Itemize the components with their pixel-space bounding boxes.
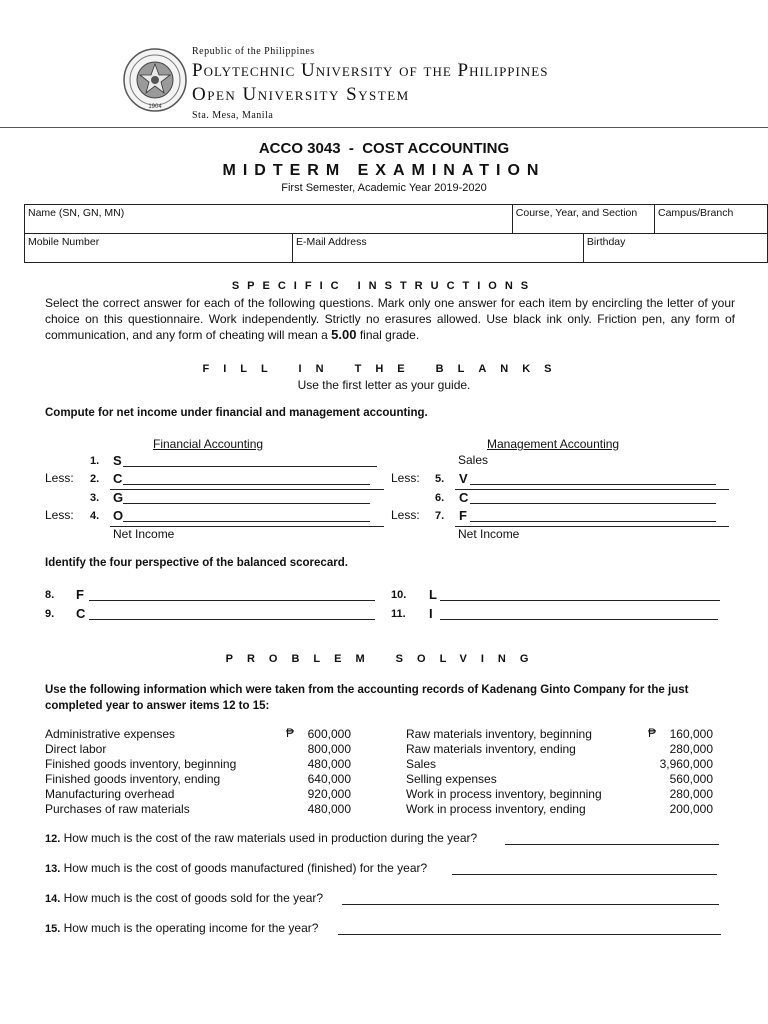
name-field[interactable] (25, 205, 513, 234)
item-number: 7. (435, 510, 445, 522)
item-letter: F (76, 587, 84, 602)
item-letter: L (429, 587, 437, 602)
data-label: Finished goods inventory, beginning (45, 757, 237, 771)
data-amount: 280,000 (669, 787, 713, 801)
question-15 (45, 921, 318, 935)
less-label: Less: (45, 508, 74, 522)
question-13 (45, 861, 427, 875)
answer-blank-4[interactable] (123, 521, 370, 522)
item-letter: S (113, 453, 122, 468)
answer-blank-13[interactable] (452, 874, 717, 875)
data-amount: 160,000 (669, 727, 713, 741)
answer-blank-11[interactable] (440, 619, 718, 620)
data-amount: 480,000 (307, 802, 351, 816)
data-label: Manufacturing overhead (45, 787, 175, 801)
item-number: 5. (435, 473, 445, 485)
item-letter: C (459, 490, 469, 505)
item-number: 9. (45, 608, 55, 620)
item-number: 1. (90, 455, 100, 467)
question-12 (45, 831, 477, 845)
data-amount: 640,000 (307, 772, 351, 786)
financial-accounting-title: Financial Accounting (153, 437, 264, 451)
sales-label: Sales (458, 453, 489, 467)
question-text: How much is the operating income for the year? (63, 921, 319, 935)
item-number: 6. (435, 492, 445, 504)
answer-blank-1[interactable] (123, 466, 377, 467)
answer-blank-3[interactable] (123, 503, 370, 504)
question-14 (45, 891, 323, 905)
seal-year: 1904 (148, 104, 162, 110)
data-label: Sales (406, 757, 437, 771)
data-amount: 200,000 (669, 802, 713, 816)
instructions-end: final grade. (359, 328, 420, 342)
exam-title: MIDTERM EXAMINATION (222, 162, 546, 179)
data-label: Raw materials inventory, beginning (406, 727, 592, 741)
problem-solving-heading: PROBLEM SOLVING (225, 653, 543, 665)
item-letter: I (429, 606, 433, 621)
answer-blank-5[interactable] (470, 484, 716, 485)
data-label: Direct labor (45, 742, 107, 756)
email-label: E-Mail Address (296, 236, 367, 248)
answer-blank-14[interactable] (342, 904, 719, 905)
answer-blank-12[interactable] (505, 844, 719, 845)
name-label: Name (SN, GN, MN) (28, 207, 125, 219)
management-accounting-title: Management Accounting (487, 437, 620, 451)
answer-blank-2[interactable] (123, 484, 370, 485)
data-label: Administrative expenses (45, 727, 176, 741)
failing-grade: 5.00 (331, 327, 357, 342)
instructions-text (45, 295, 735, 343)
item-number: 11. (391, 608, 406, 620)
item-letter: C (76, 606, 86, 621)
less-label: Less: (45, 471, 74, 485)
birthday-field[interactable] (583, 234, 767, 263)
university-name: Polytechnic University of the Philippines (192, 60, 549, 81)
course-section-label: Course, Year, and Section (515, 207, 638, 219)
item-letter: F (459, 508, 467, 523)
question-number: 13. (45, 863, 61, 875)
subtotal-rule (455, 489, 729, 490)
data-label: Finished goods inventory, ending (45, 772, 221, 786)
data-label: Selling expenses (406, 772, 497, 786)
system-name: Open University System (192, 84, 410, 105)
net-income-label: Net Income (113, 527, 175, 541)
birthday-label: Birthday (586, 236, 626, 248)
data-label: Purchases of raw materials (45, 802, 190, 816)
less-label: Less: (391, 471, 420, 485)
data-amount: 280,000 (669, 742, 713, 756)
net-income-label: Net Income (458, 527, 520, 541)
answer-blank-6[interactable] (470, 503, 716, 504)
question-number: 15. (45, 923, 61, 935)
data-label: Raw materials inventory, ending (406, 742, 576, 756)
left-amount-column (281, 727, 351, 817)
mobile-field[interactable] (25, 234, 293, 263)
less-label: Less: (391, 508, 420, 522)
subtotal-rule (110, 489, 384, 490)
question-number: 12. (45, 833, 61, 845)
fill-guide: Use the first letter as your guide. (297, 378, 471, 392)
scorecard-instruction: Identify the four perspective of the balanced scorecard. (45, 557, 348, 569)
item-letter: O (113, 508, 124, 523)
data-amount: 480,000 (307, 757, 351, 771)
item-letter: C (113, 471, 123, 486)
course-section-field[interactable] (512, 205, 654, 234)
right-data-column (406, 727, 646, 817)
data-amount: 3,960,000 (659, 757, 713, 771)
campus-label: Campus/Branch (658, 207, 734, 219)
answer-blank-8[interactable] (89, 600, 375, 601)
left-data-column (45, 727, 285, 817)
item-number: 10. (391, 589, 407, 601)
data-amount: 800,000 (307, 742, 351, 756)
instructions-heading: SPECIFIC INSTRUCTIONS (231, 280, 537, 292)
item-letter: G (113, 490, 124, 505)
right-amount-column (643, 727, 713, 817)
fill-blanks-heading: FILL IN THE BLANKS (202, 363, 566, 375)
address: Sta. Mesa, Manila (192, 110, 274, 121)
question-number: 14. (45, 893, 61, 905)
data-label: Work in process inventory, ending (406, 802, 586, 816)
header-divider (0, 127, 768, 128)
item-number: 2. (90, 473, 100, 485)
answer-blank-15[interactable] (338, 934, 721, 935)
item-number: 3. (90, 492, 100, 504)
mobile-label: Mobile Number (28, 236, 100, 248)
problem-intro: Use the following information which were taken from the accounting records of Kadenang Ginto Company for the just completed year to answer items 12 to 15: (45, 684, 689, 712)
republic-label: Republic of the Philippines (192, 46, 315, 57)
student-info-table (24, 204, 768, 263)
item-number: 8. (45, 589, 55, 601)
data-amount: 920,000 (307, 787, 351, 801)
data-amount: 600,000 (307, 727, 351, 741)
instructions-body: Select the correct answer for each of the following questions. Mark only one answer for each item by encircling the letter of your choice on this questionnaire. Work independently. Strictly no erasures allowed. Use black ink only. Friction pen, any form of communication, and any form of cheating will mean a (45, 296, 735, 342)
campus-field[interactable] (655, 205, 768, 234)
peso-sign: ₱ (286, 726, 295, 740)
course-title: ACCO 3043 - COST ACCOUNTING (258, 140, 510, 157)
university-seal (122, 44, 188, 120)
answer-blank-10[interactable] (440, 600, 720, 601)
question-text: How much is the cost of the raw materials used in production during the year? (63, 831, 478, 845)
answer-blank-9[interactable] (89, 619, 375, 620)
email-field[interactable] (293, 234, 584, 263)
item-number: 4. (90, 510, 100, 522)
item-letter: V (459, 471, 468, 486)
compute-instruction: Compute for net income under financial and management accounting. (45, 407, 428, 419)
question-text: How much is the cost of goods sold for the year? (63, 891, 324, 905)
answer-blank-7[interactable] (470, 521, 716, 522)
peso-sign: ₱ (648, 726, 657, 740)
question-text: How much is the cost of goods manufactured (finished) for the year? (63, 861, 428, 875)
data-amount: 560,000 (669, 772, 713, 786)
data-label: Work in process inventory, beginning (406, 787, 602, 801)
term-label: First Semester, Academic Year 2019-2020 (281, 182, 487, 194)
